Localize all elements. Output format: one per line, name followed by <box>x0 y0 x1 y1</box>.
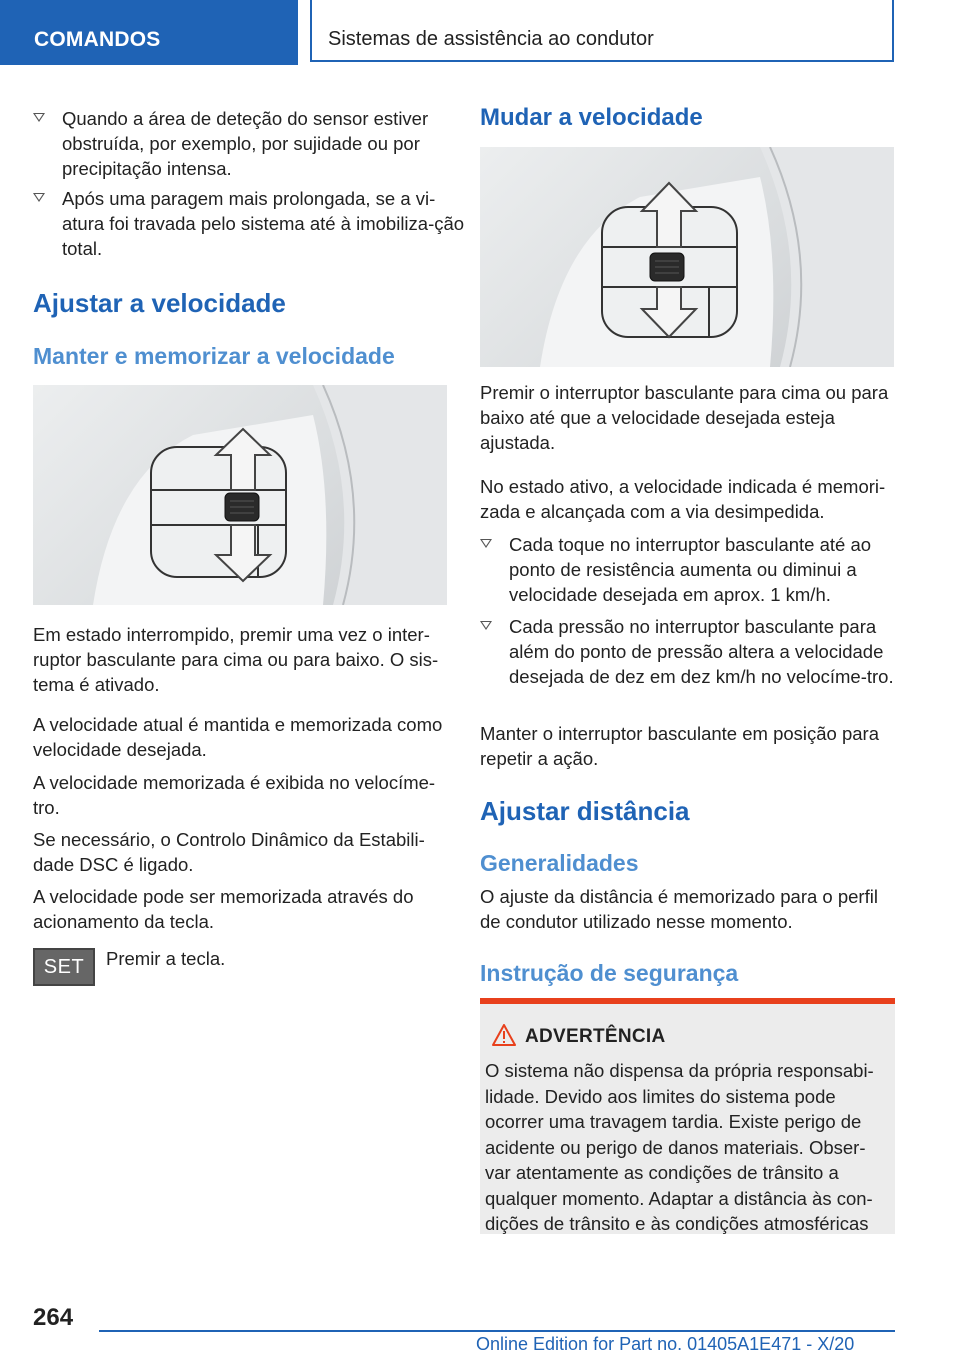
section-tab <box>0 0 298 65</box>
warning-triangle-icon <box>492 1024 516 1046</box>
list-item <box>33 186 470 261</box>
warning-bar <box>480 998 895 1004</box>
set-key-icon: SET <box>33 948 95 986</box>
chapter-tab <box>310 0 894 62</box>
page-number: 264 <box>33 1304 74 1331</box>
paragraph: No estado ativo, a velocidade indicada é memori-zada e alcançada com a via desimpedida. <box>480 476 886 522</box>
paragraph: A velocidade pode ser memorizada através do acionamento da tecla. <box>33 886 414 932</box>
paragraph: A velocidade memorizada é exibida no velocíme-tro. <box>33 772 436 818</box>
bullet-triangle-icon <box>33 193 45 202</box>
set-key-instruction: Premir a tecla. <box>106 948 226 969</box>
heading-general: Generalidades <box>480 850 639 876</box>
paragraph: O ajuste da distância é memorizado para o perfil de condutor utilizado nesse momento. <box>480 886 878 932</box>
heading-change-speed: Mudar a velocidade <box>480 104 703 131</box>
section-title: COMANDOS <box>34 28 161 51</box>
bullet-triangle-icon <box>480 539 492 548</box>
bullet-triangle-icon <box>480 621 492 630</box>
heading-safety: Instrução de segurança <box>480 960 739 986</box>
steering-switch-photo <box>480 147 894 367</box>
paragraph: Se necessário, o Controlo Dinâmico da Estabili-dade DSC é ligado. <box>33 829 425 875</box>
bullet-text: Cada pressão no interruptor basculante para além do ponto de pressão altera a velocidade desejada de dez em dez km/h no velocíme-tro. <box>509 616 894 687</box>
footer-rule <box>99 1330 895 1332</box>
bullet-text: Após uma paragem mais prolongada, se a vi-atura foi travada pelo sistema até à imobiliza-ção total. <box>62 188 465 259</box>
footer-edition: Online Edition for Part no. 01405A1E471 - X/20 <box>476 1334 855 1354</box>
paragraph: A velocidade atual é mantida e memorizada como velocidade desejada. <box>33 714 443 760</box>
rocker-switch-illustration <box>480 147 894 367</box>
list-item <box>33 106 470 181</box>
bullet-text: Cada toque no interruptor basculante até ao ponto de resistência aumenta ou diminui a velocidade desejada em aprox. 1 km/h. <box>509 534 872 605</box>
paragraph: Premir o interruptor basculante para cima ou para baixo até que a velocidade desejada esteja ajustada. <box>480 382 889 453</box>
warning-box <box>480 998 895 1234</box>
heading-adjust-distance: Ajustar distância <box>480 796 690 826</box>
list-item <box>480 532 894 607</box>
paragraph: Em estado interrompido, premir uma vez o inter-ruptor basculante para cima ou para baixo. O sis-tema é ativado. <box>33 624 439 695</box>
list-item <box>480 614 894 689</box>
warning-title: ADVERTÊNCIA <box>525 1026 666 1047</box>
chapter-title: Sistemas de assistência ao condutor <box>328 28 654 50</box>
steering-switch-photo <box>33 385 447 605</box>
heading-keep-speed: Manter e memorizar a velocidade <box>33 343 395 369</box>
heading-adjust-speed: Ajustar a velocidade <box>33 288 286 318</box>
bullet-triangle-icon <box>33 113 45 122</box>
paragraph: Manter o interruptor basculante em posição para repetir a ação. <box>480 723 879 769</box>
bullet-text: Quando a área de deteção do sensor estiver obstruída, por exemplo, por sujidade ou por precipitação intensa. <box>62 108 429 179</box>
warning-text: O sistema não dispensa da própria responsabi-lidade. Devido aos limites do sistema pode ocorrer uma travagem tardia. Existe perigo de acidente ou perigo de danos materiais. Obser-var atentamente as condições de trânsito a qualquer momento. Adaptar a distância às con-dições de trânsito e às condições atmosféricas <box>485 1060 874 1234</box>
rocker-switch-illustration <box>33 385 447 605</box>
